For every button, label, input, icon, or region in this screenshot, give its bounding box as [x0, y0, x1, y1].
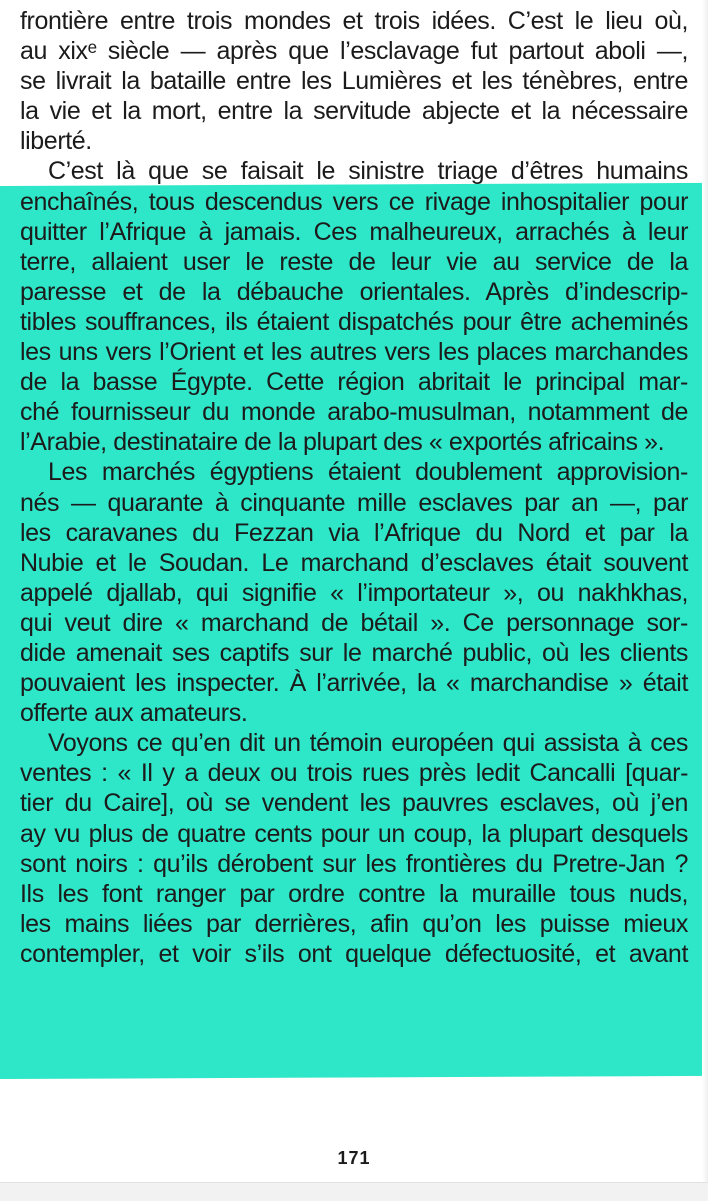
- text-line: contempler, et voir s’ils ont quelque défectuosité, et avant: [20, 939, 688, 968]
- viewer-bottom-bar: [0, 1182, 708, 1201]
- paragraph-first-line: Voyons ce qu’en dit un témoin européen qui assista à ces: [48, 729, 688, 758]
- page-number: 171: [337, 1148, 371, 1168]
- text-line: ventes : « Il y a deux ou trois rues près ledit Cancalli [quar-: [20, 759, 688, 788]
- text-line: Ils les font ranger par ordre contre la muraille tous nuds,: [20, 879, 688, 908]
- text-line: quitter l’Afrique à jamais. Ces malheureux, arrachés à leur: [20, 217, 688, 246]
- text-line: la vie et la mort, entre la servitude abjecte et la nécessaire: [20, 97, 688, 126]
- text-line: au xixᵉ siècle — après que l’esclavage fut partout aboli —,: [20, 37, 688, 66]
- text-line: l’Arabie, destinataire de la plupart des « exportés africains ».: [20, 428, 665, 457]
- text-line: de la basse Égypte. Cette région abritait le principal mar-: [20, 368, 688, 397]
- text-line: les caravanes du Fezzan via l’Afrique du Nord et par la: [20, 518, 688, 547]
- text-line: tier du Caire], où se vendent les pauvres esclaves, où j’en: [20, 789, 688, 818]
- text-line: liberté.: [20, 127, 92, 156]
- text-line: ché fournisseur du monde arabo-musulman, notamment de: [20, 398, 688, 427]
- text-line: sont noirs : qu’ils dérobent sur les frontières du Pretre-Jan ?: [20, 849, 688, 878]
- text-line: terre, allaient user le reste de leur vie au service de la: [20, 247, 688, 276]
- text-line: qui veut dire « marchand de bétail ». Ce personnage sor-: [20, 608, 688, 637]
- text-line: nés — quarante à cinquante mille esclaves par an —, par: [20, 488, 688, 517]
- text-line: tibles souffrances, ils étaient dispatchés pour être acheminés: [20, 307, 688, 336]
- text-line: ay vu plus de quatre cents pour un coup, la plupart desquels: [20, 819, 688, 848]
- text-line: enchaînés, tous descendus vers ce rivage inhospitalier pour: [20, 187, 688, 216]
- text-line: Nubie et le Soudan. Le marchand d’esclaves était souvent: [20, 548, 688, 577]
- text-line: appelé djallab, qui signifie « l’importateur », ou nakhkhas,: [20, 578, 688, 607]
- text-line: se livrait la bataille entre les Lumières et les ténèbres, entre: [20, 67, 688, 96]
- text-line: les uns vers l’Orient et les autres vers les places marchandes: [20, 338, 688, 367]
- page-body-text: [20, 6, 688, 969]
- text-line: offerte aux amateurs.: [20, 699, 248, 728]
- paragraph-first-line: Les marchés égyptiens étaient doublement approvision-: [48, 458, 688, 487]
- text-line: frontière entre trois mondes et trois idées. C’est le lieu où,: [20, 7, 688, 35]
- paragraph-first-line: C’est là que se faisait le sinistre triage d’êtres humains: [48, 157, 688, 186]
- text-line: les mains liées par derrières, afin qu’on les puisse mieux: [20, 909, 688, 938]
- page-edge-shadow: [702, 0, 708, 1182]
- text-line: pouvaient les inspecter. À l’arrivée, la « marchandise » était: [20, 669, 688, 698]
- text-line: dide amenait ses captifs sur le marché public, où les clients: [20, 638, 688, 667]
- text-line: paresse et de la débauche orientales. Après d’indescrip-: [20, 277, 688, 306]
